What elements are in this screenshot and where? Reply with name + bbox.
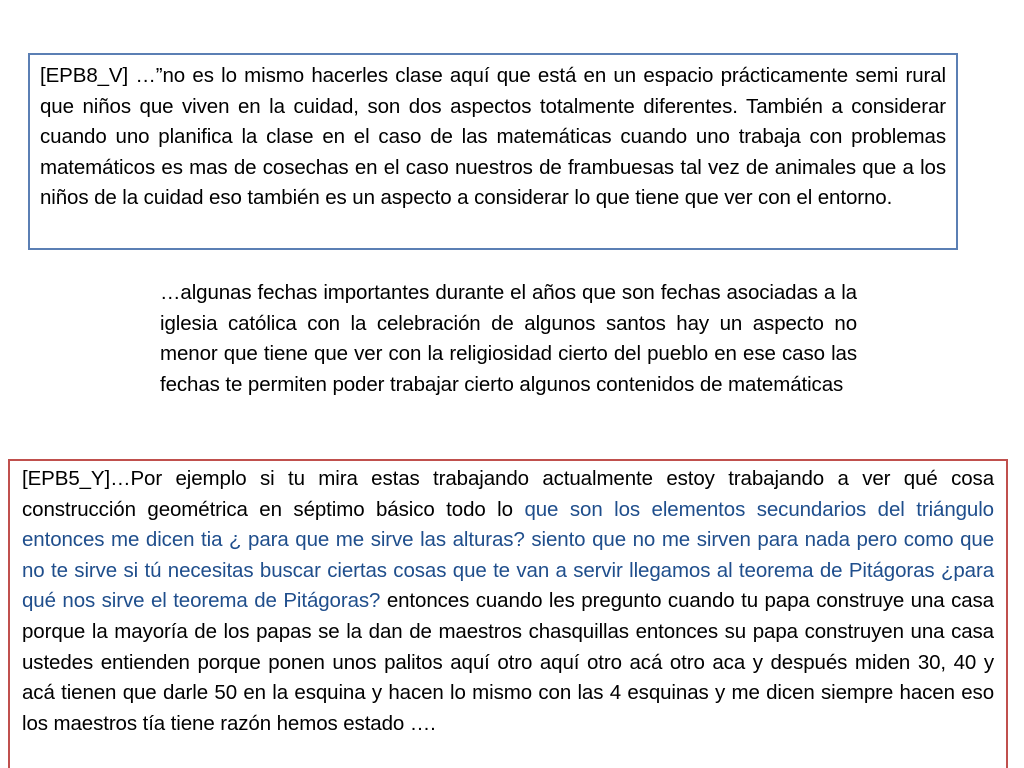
quote-text-fechas xyxy=(160,278,857,400)
quote-text-fechas-paragraph: …algunas fechas importantes durante el años que son fechas asociadas a la iglesia católica con la celebración de algunos santos hay un aspecto no menor que tiene que ver con la religiosidad cierto del pueblo en ese caso las fechas te permiten poder trabajar cierto algunos contenidos de matemáticas xyxy=(160,281,857,396)
quote-text-epb5-y xyxy=(22,464,994,739)
quote-text-epb8-v: [EPB8_V] …”no es lo mismo hacerles clase aquí que está en un espacio prácticamente semi rural que niños que viven en la cuidad, son dos aspectos totalmente diferentes. También a considerar cuando uno planifica la clase en el caso de las matemáticas cuando uno trabaja con problemas matemáticos es mas de cosechas en el caso nuestros de frambuesas tal vez de animales que a los niños de la cuidad eso también es un aspecto a considerar lo que tiene que ver con el entorno. xyxy=(40,64,946,210)
quote-text-epb5-y-rest: entonces cuando les pregunto cuando tu papa construye una casa porque la mayoría de los papas se la dan de maestros chasquillas entonces su papa construyen una casa ustedes entienden porque ponen unos palitos aquí otro aquí otro acá otro aca y después miden 30, 40 y acá tienen que darle 50 en la esquina y hacen lo mismo con las 4 esquinas y me dicen siempre hacen eso los maestros tía tiene razón hemos estado …. xyxy=(22,589,994,735)
quote-box-epb5-y xyxy=(8,459,1008,768)
quote-box-epb8-v xyxy=(28,53,958,250)
quote-text-epb5-y-highlight: que son los elementos secundarios del triángulo entonces me dicen tia ¿ para que me sirve las alturas? siento que no me sirven para nada pero como que no te sirve si tú necesitas buscar ciertas cosas que te van a servir llegamos al teorema de Pitágoras ¿para qué nos sirve el teorema de Pitágoras? xyxy=(22,497,994,613)
quote-text-epb5-y-intro: [EPB5_Y]…Por ejemplo si tu mira estas trabajando actualmente estoy trabajando a ver qué cosa construcción geométrica en séptimo básico todo lo xyxy=(22,467,994,521)
